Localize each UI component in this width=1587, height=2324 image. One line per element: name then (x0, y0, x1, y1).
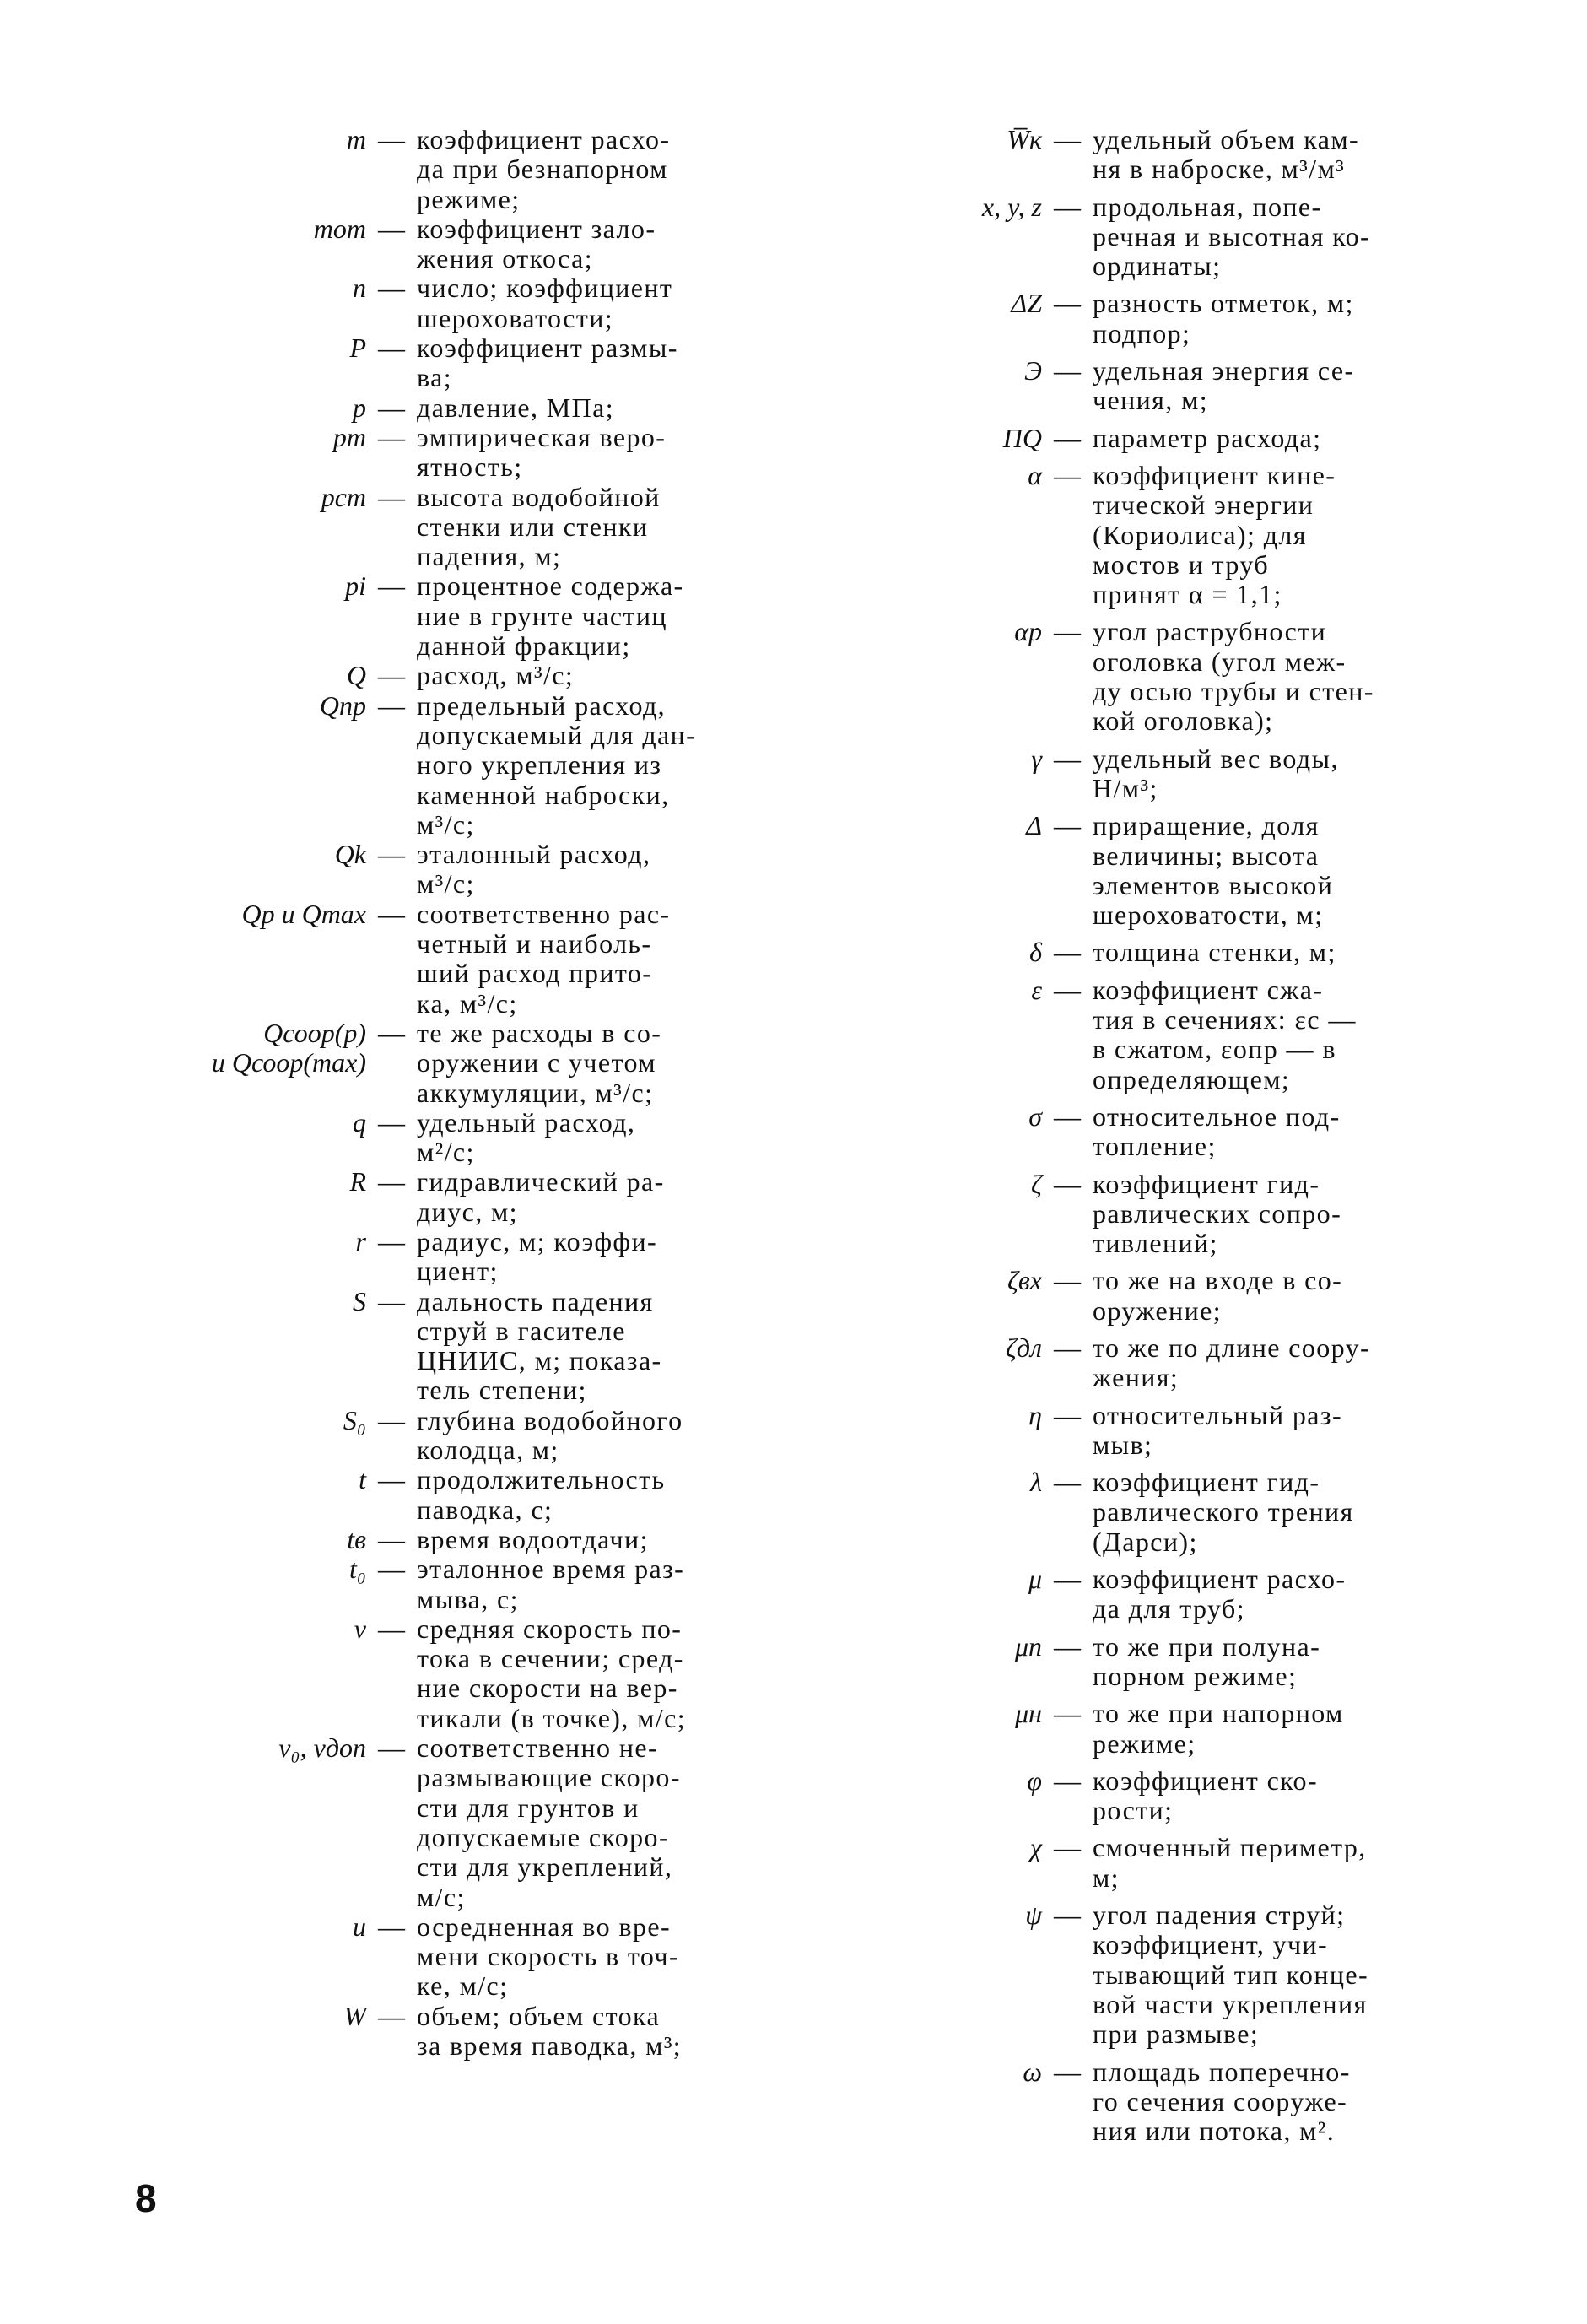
glossary-entry (890, 1102, 1498, 1162)
glossary-entry (118, 1912, 726, 2002)
entry-dash: — (1054, 1698, 1081, 1729)
entry-definition: параметр расхода; (1093, 422, 1322, 453)
entry-definition: дальность падения струй в гасителе ЦНИИС, м; показа- тель степени; (417, 1285, 662, 1406)
entry-definition: коэффициент гид- равлических сопро- тивлений; (1093, 1168, 1342, 1259)
entry-symbol: v₀, vдоп (278, 1732, 366, 1764)
entry-symbol: R (349, 1166, 366, 1197)
entry-definition: продолжительность паводка, с; (417, 1464, 666, 1525)
entry-symbol: ψ (1025, 1900, 1042, 1931)
entry-definition: глубина водобойного колодца, м; (417, 1404, 683, 1466)
glossary-entry (118, 1227, 726, 1287)
entry-symbol: ζдл (1005, 1332, 1042, 1363)
entry-dash: — (378, 1106, 405, 1138)
entry-definition: высота водобойной стенки или стенки падения, м; (417, 481, 661, 572)
entry-dash: — (1054, 810, 1081, 841)
entry-symbol: Qр и Qmax (241, 898, 366, 929)
entry-symbol: α (1028, 459, 1042, 490)
entry-definition: число; коэффициент шероховатости; (417, 273, 673, 333)
glossary-entry (118, 691, 726, 840)
entry-definition: предельный расход, допускаемый для дан- ного укрепления из каменной наброски, м³/с; (417, 689, 697, 840)
entry-symbol: pm (332, 421, 366, 452)
glossary-entry (890, 1766, 1498, 1826)
glossary-entry (118, 273, 726, 333)
entry-symbol: r (355, 1225, 366, 1257)
entry-symbol: u (353, 1911, 366, 1942)
entry-definition: удельный расход, м²/с; (417, 1106, 636, 1168)
entry-definition: относительное под- топление; (1093, 1100, 1341, 1162)
glossary-entry (890, 1401, 1498, 1461)
right-column (890, 125, 1498, 2154)
entry-symbol: t (359, 1464, 366, 1495)
glossary-entry (118, 214, 726, 274)
entry-symbol: μп (1014, 1630, 1042, 1662)
glossary-entry (118, 571, 726, 661)
entry-definition: осредненная во вре- мени скорость в точ- ке, м/с; (417, 1911, 679, 2002)
entry-dash: — (378, 1464, 405, 1495)
entry-definition: давление, МПа; (417, 392, 615, 423)
entry-symbol: pi (345, 570, 366, 602)
entry-dash: — (1054, 459, 1081, 490)
left-column (118, 125, 726, 2061)
entry-dash: — (1054, 1265, 1081, 1296)
entry-dash: — (1054, 937, 1081, 968)
glossary-entry (890, 461, 1498, 609)
entry-symbol: v (354, 1613, 366, 1644)
entry-definition: средняя скорость по- тока в сечении; сред- ние скорости на вер- тикали (в точке), м/с; (417, 1613, 686, 1733)
entry-definition: то же при напорном режиме; (1093, 1698, 1344, 1759)
glossary-entry (118, 1465, 726, 1525)
entry-dash: — (378, 1285, 405, 1316)
entry-symbol: Qk (334, 839, 366, 870)
entry-symbol: Q (346, 660, 366, 691)
glossary-entry (118, 1525, 726, 1554)
entry-definition: приращение, доля величины; высота элементов высокой шероховатости, м; (1093, 810, 1334, 931)
entry-dash: — (378, 660, 405, 691)
entry-dash: — (378, 124, 405, 154)
glossary-entry (118, 1108, 726, 1168)
glossary-entry (118, 1733, 726, 1912)
entry-symbol: μ (1028, 1564, 1042, 1595)
glossary-entry (118, 1287, 726, 1406)
entry-dash: — (1054, 974, 1081, 1005)
glossary-entry (890, 1266, 1498, 1326)
glossary-entry (890, 617, 1498, 736)
entry-dash: — (1054, 1832, 1081, 1863)
entry-dash: — (378, 392, 405, 423)
entry-dash: — (1054, 2056, 1081, 2087)
entry-dash: — (1054, 422, 1081, 453)
entry-definition: те же расходы в со- оружении с учетом аккумуляции, м³/с; (417, 1017, 662, 1108)
entry-symbol: Э (1024, 355, 1042, 386)
glossary-entry (890, 356, 1498, 416)
entry-symbol: W̅к (1007, 124, 1042, 154)
entry-definition: объем; объем стока за время паводка, м³; (417, 2000, 683, 2061)
entry-dash: — (378, 1166, 405, 1197)
glossary-entry (118, 1554, 726, 1614)
glossary-entry (118, 333, 726, 393)
entry-dash: — (378, 421, 405, 452)
entry-definition: то же по длине соору- жения; (1093, 1332, 1371, 1393)
entry-definition: толщина стенки, м; (1093, 937, 1336, 968)
glossary-entry (890, 1565, 1498, 1624)
entry-symbol: η (1028, 1399, 1042, 1430)
entry-symbol: Qсоор(р) и Qсоор(max) (211, 1017, 366, 1078)
entry-dash: — (1054, 1168, 1081, 1199)
entry-dash: — (378, 1732, 405, 1764)
entry-symbol: ε (1031, 974, 1042, 1005)
entry-definition: коэффициент сжа- тия в сечениях: εc — в сжатом, εопр — в определяющем; (1093, 974, 1357, 1094)
entry-definition: коэффициент гид- равлического трения (Дарси); (1093, 1467, 1354, 1557)
glossary-entry (890, 1467, 1498, 1557)
entry-symbol: σ (1028, 1100, 1042, 1132)
entry-dash: — (378, 273, 405, 304)
glossary-entry (890, 1170, 1498, 1259)
entry-definition: то же при полуна- порном режиме; (1093, 1630, 1321, 1691)
glossary-entry (118, 661, 726, 690)
entry-definition: удельный объем кам- ня в наброске, м³/м³ (1093, 124, 1360, 185)
entry-symbol: ПQ (1002, 422, 1042, 453)
entry-symbol: W (343, 2000, 366, 2031)
glossary-entry (890, 424, 1498, 453)
glossary-entry (118, 1614, 726, 1733)
entry-symbol: tв (347, 1523, 366, 1554)
entry-definition: эталонное время раз- мыва, с; (417, 1554, 685, 1614)
glossary-entry (890, 2057, 1498, 2147)
entry-symbol: pст (321, 481, 366, 512)
entry-dash: — (378, 213, 405, 244)
entry-definition: коэффициент кине- тической энергии (Кориолиса); для мостов и труб принят α = 1,1; (1093, 459, 1336, 610)
entry-definition: коэффициент зало- жения откоса; (417, 213, 656, 274)
entry-dash: — (378, 332, 405, 364)
glossary-entry (118, 1019, 726, 1108)
entry-dash: — (1054, 1900, 1081, 1931)
entry-definition: площадь поперечно- го сечения сооруже- ния или потока, м². (1093, 2056, 1351, 2147)
entry-symbol: ζ (1031, 1168, 1042, 1199)
entry-symbol: m (346, 124, 366, 154)
glossary-entry (890, 976, 1498, 1094)
glossary-entry (890, 125, 1498, 185)
entry-dash: — (1054, 1332, 1081, 1363)
glossary-entry (118, 125, 726, 214)
entry-dash: — (378, 1017, 405, 1048)
entry-definition: коэффициент расхо- да для труб; (1093, 1564, 1347, 1624)
entry-symbol: P (349, 332, 366, 364)
entry-definition: время водоотдачи; (417, 1523, 649, 1554)
entry-dash: — (1054, 1564, 1081, 1595)
glossary-entry (890, 744, 1498, 804)
glossary-entry (118, 2002, 726, 2062)
entry-dash: — (1054, 355, 1081, 386)
entry-dash: — (378, 689, 405, 721)
glossary-entry (118, 483, 726, 572)
entry-dash: — (378, 481, 405, 512)
entry-symbol: φ (1027, 1765, 1042, 1796)
entry-definition: эмпирическая веро- ятность; (417, 421, 667, 483)
glossary-entry (890, 811, 1498, 930)
glossary-entry (118, 840, 726, 900)
entry-symbol: γ (1031, 743, 1042, 774)
entry-symbol: λ (1030, 1467, 1042, 1498)
glossary-entry (118, 423, 726, 483)
entry-definition: угол раструбности оголовка (угол меж- ду осью трубы и стен- кой оголовка); (1093, 616, 1374, 737)
entry-dash: — (378, 839, 405, 870)
glossary-entry (118, 1167, 726, 1227)
entry-definition: разность отметок, м; подпор; (1093, 288, 1354, 349)
glossary-entry (118, 1406, 726, 1466)
entry-symbol: Δ (1026, 810, 1042, 841)
glossary-entry (890, 938, 1498, 967)
entry-symbol: x, y, z (981, 191, 1042, 222)
glossary-entry (890, 1900, 1498, 2049)
entry-definition: радиус, м; коэффи- циент; (417, 1225, 658, 1287)
entry-dash: — (1054, 1630, 1081, 1662)
entry-dash: — (1054, 1100, 1081, 1132)
entry-dash: — (1054, 1399, 1081, 1430)
entry-definition: коэффициент расхо- да при безнапорном режиме; (417, 124, 671, 214)
entry-definition: эталонный расход, м³/с; (417, 839, 651, 900)
entry-dash: — (378, 1554, 405, 1585)
entry-definition: относительный раз- мыв; (1093, 1399, 1343, 1460)
entry-dash: — (378, 1911, 405, 1942)
entry-dash: — (1054, 616, 1081, 647)
glossary-entry (890, 1699, 1498, 1759)
entry-definition: смоченный периметр, м; (1093, 1832, 1367, 1893)
glossary-entry (890, 289, 1498, 349)
entry-symbol: χ (1029, 1832, 1042, 1863)
entry-definition: расход, м³/с; (417, 660, 575, 691)
entry-definition: соответственно не- размывающие скоро- сти для грунтов и допускаемые скоро- сти для укреплений, м/с; (417, 1732, 681, 1912)
glossary-entry (118, 393, 726, 423)
entry-dash: — (1054, 743, 1081, 774)
entry-definition: угол падения струй; коэффициент, учи- тывающий тип конце- вой части укрепления при размыве; (1093, 1900, 1369, 2050)
entry-symbol: ω (1023, 2056, 1042, 2087)
entry-definition: гидравлический ра- диус, м; (417, 1166, 665, 1227)
entry-symbol: Qпр (319, 689, 366, 721)
entry-definition: то же на входе в со- оружение; (1093, 1265, 1343, 1326)
entry-dash: — (378, 1225, 405, 1257)
entry-symbol: t₀ (348, 1554, 366, 1585)
entry-dash: — (1054, 124, 1081, 154)
entry-definition: удельный вес воды, Н/м³; (1093, 743, 1339, 803)
entry-definition: продольная, попе- речная и высотная ко- ординаты; (1093, 191, 1371, 282)
entry-dash: — (378, 1523, 405, 1554)
entry-symbol: n (353, 273, 366, 304)
entry-dash: — (1054, 1467, 1081, 1498)
entry-symbol: mот (313, 213, 366, 244)
entry-dash: — (1054, 191, 1081, 222)
entry-dash: — (378, 570, 405, 602)
entry-definition: коэффициент ско- рости; (1093, 1765, 1319, 1826)
entry-symbol: p (353, 392, 366, 423)
entry-dash: — (378, 898, 405, 929)
glossary-entry (890, 1833, 1498, 1893)
entry-symbol: αр (1014, 616, 1042, 647)
glossary-entry (890, 1333, 1498, 1393)
entry-symbol: ζвх (1007, 1265, 1042, 1296)
glossary-entry (890, 192, 1498, 282)
glossary-entry (118, 900, 726, 1019)
entry-definition: процентное содержа- ние в грунте частиц данной фракции; (417, 570, 684, 662)
page-number: 8 (135, 2176, 157, 2220)
entry-symbol: ΔZ (1011, 288, 1042, 319)
entry-symbol: q (353, 1106, 366, 1138)
entry-definition: коэффициент размы- ва; (417, 332, 678, 393)
entry-definition: удельная энергия се- чения, м; (1093, 355, 1355, 416)
entry-symbol: S (353, 1285, 366, 1316)
entry-symbol: S₀ (343, 1404, 366, 1435)
entry-dash: — (378, 1613, 405, 1644)
entry-dash: — (1054, 288, 1081, 319)
entry-dash: — (378, 2000, 405, 2031)
entry-definition: соответственно рас- четный и наиболь- ший расход прито- ка, м³/с; (417, 898, 671, 1019)
glossary-entry (890, 1632, 1498, 1692)
entry-symbol: μн (1015, 1698, 1042, 1729)
entry-symbol: δ (1029, 937, 1042, 968)
entry-dash: — (378, 1404, 405, 1435)
entry-dash: — (1054, 1765, 1081, 1796)
